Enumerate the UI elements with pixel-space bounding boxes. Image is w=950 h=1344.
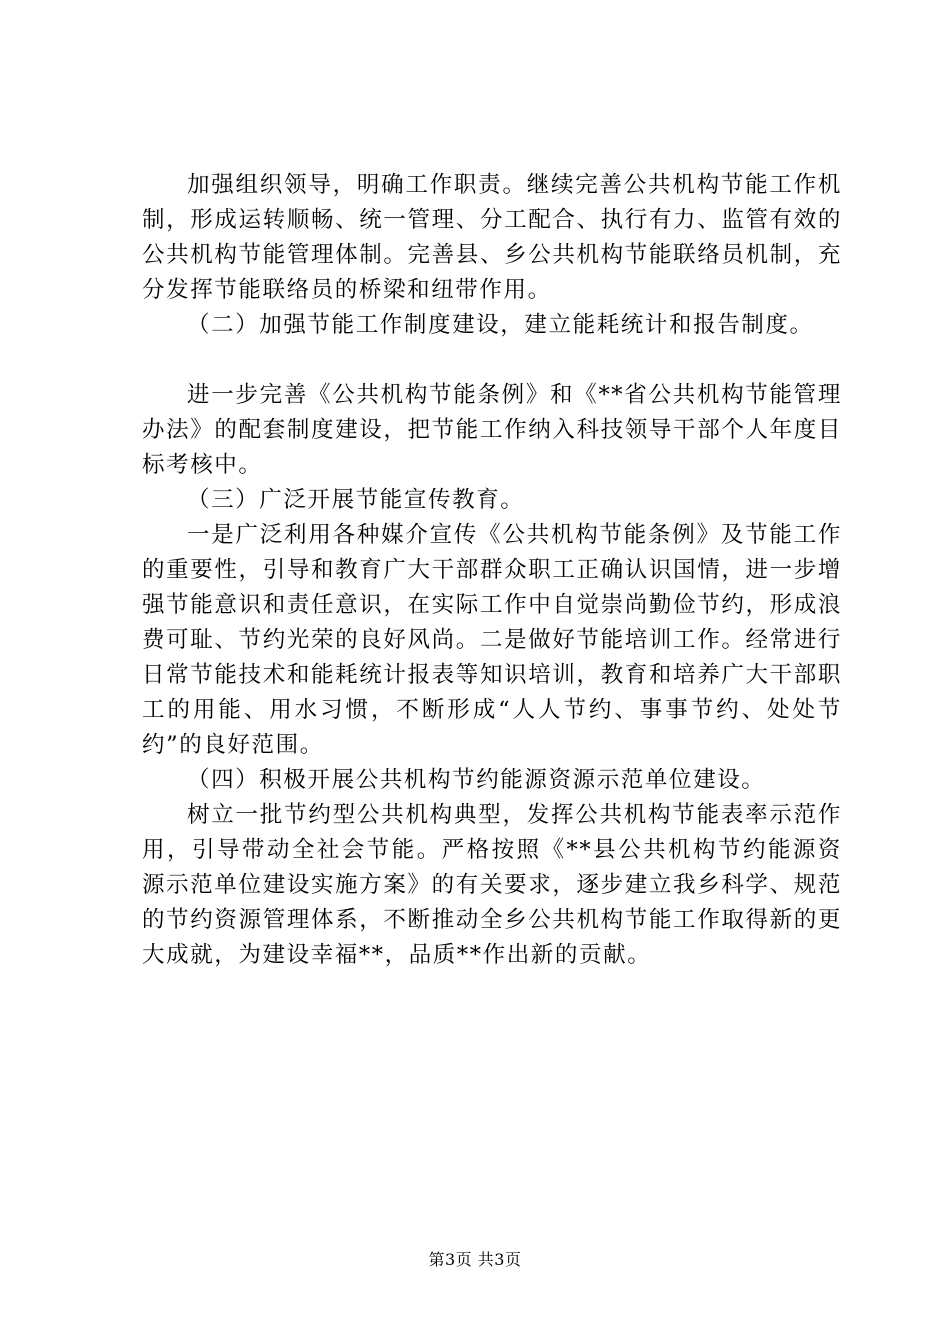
blank-line xyxy=(142,343,842,378)
page-number-footer: 第3页 共3页 xyxy=(428,1250,522,1269)
paragraph-organization: 加强组织领导，明确工作职责。继续完善公共机构节能工作机制，形成运转顺畅、统一管理、分工配合、执行有力、监管有效的公共机构节能管理体制。完善县、乡公共机构节能联络员机制，充分发挥节能联络员的桥梁和纽带作用。 xyxy=(142,172,842,303)
paragraph-demonstration: 树立一批节约型公共机构典型，发挥公共机构节能表率示范作用，引导带动全社会节能。严格按照《**县公共机构节约能源资源示范单位建设实施方案》的有关要求，逐步建立我乡科学、规范的节约资源管理体系，不断推动全乡公共机构节能工作取得新的更大成就，为建设幸福**，品质**作出新的贡献。 xyxy=(142,802,842,968)
heading-section-4: （四）积极开展公共机构节约能源资源示范单位建设。 xyxy=(187,767,766,793)
paragraph-publicity: 一是广泛利用各种媒介宣传《公共机构节能条例》及节能工作的重要性，引导和教育广大干部群众职工正确认识国情，进一步增强节能意识和责任意识，在实际工作中自觉崇尚勤俭节约，形成浪费可耻、节约光荣的良好风尚。二是做好节能培训工作。经常进行日常节能技术和能耗统计报表等知识培训，教育和培养广大干部职工的用能、用水习惯，不断形成“人人节约、事事节约、处处节约”的良好范围。 xyxy=(142,522,842,758)
paragraph-regulations: 进一步完善《公共机构节能条例》和《**省公共机构节能管理办法》的配套制度建设，把节能工作纳入科技领导干部个人年度目标考核中。 xyxy=(142,382,842,478)
document-body xyxy=(142,168,842,973)
heading-section-2: （二）加强节能工作制度建设，建立能耗统计和报告制度。 xyxy=(187,312,814,338)
heading-section-3: （三）广泛开展节能宣传教育。 xyxy=(187,487,525,513)
